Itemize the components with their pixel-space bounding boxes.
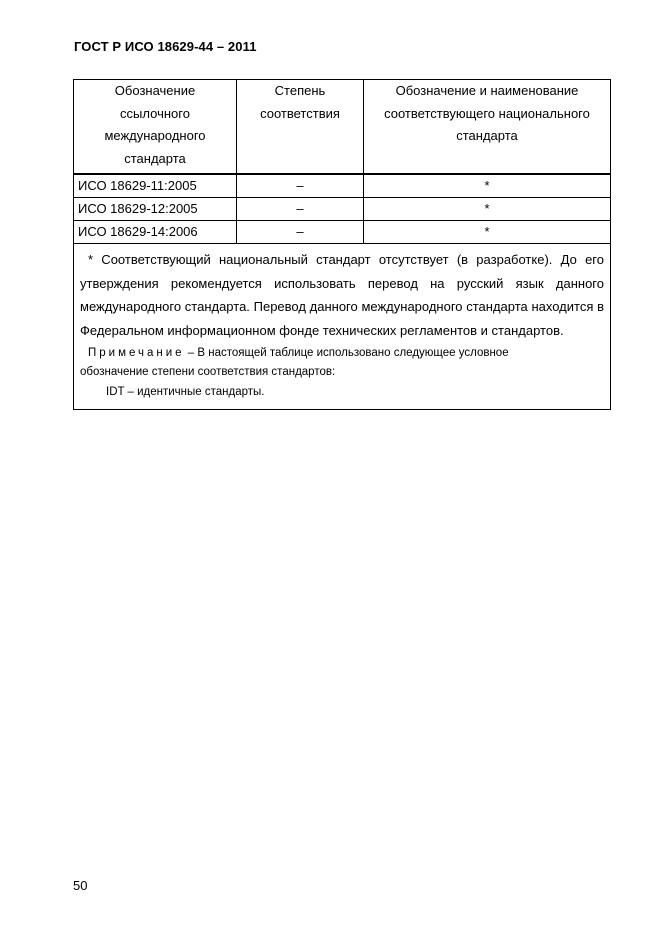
document-header: ГОСТ Р ИСО 18629-44 – 2011	[74, 39, 257, 54]
footnote-text: * Соответствующий национальный стандарт отсутствует (в разработке). До его утверждения рекомендуется использовать перевод на русский язык данного международного стандарта. Перевод данного международного стандарта находится в Федеральном информационном фонде технических регламентов и стандартов.	[80, 252, 604, 338]
row-degree: –	[237, 198, 364, 221]
header-degree	[237, 80, 364, 175]
header-national-standard	[364, 80, 611, 175]
table-footnote-row	[74, 244, 611, 410]
table-row	[74, 174, 611, 198]
header-line: стандарта	[124, 150, 186, 166]
row-code: ИСО 18629-11:2005	[74, 174, 237, 198]
row-code: ИСО 18629-14:2006	[74, 221, 237, 244]
row-degree: –	[237, 221, 364, 244]
header-line: Обозначение и наименование	[395, 83, 579, 98]
table-header-row	[74, 80, 611, 175]
header-line: ссылочного	[120, 105, 190, 121]
header-reference-standard	[74, 80, 237, 175]
note-text: – В настоящей таблице использовано следующее условное	[184, 347, 509, 359]
table-row	[74, 221, 611, 244]
reference-standards-table	[73, 79, 611, 410]
note-continuation: обозначение степени соответствия стандартов:	[80, 366, 336, 378]
row-national: *	[364, 221, 611, 244]
row-national: *	[364, 174, 611, 198]
row-national: *	[364, 198, 611, 221]
note-label: Примечание	[88, 347, 185, 359]
page-number: 50	[73, 878, 88, 893]
row-code: ИСО 18629-12:2005	[74, 198, 237, 221]
header-line: соответствия	[260, 105, 340, 121]
note-line	[80, 344, 604, 363]
note-idt: IDT – идентичные стандарты.	[106, 386, 265, 398]
header-line: Обозначение	[114, 83, 196, 98]
header-line: соответствующего национального	[384, 105, 590, 121]
row-degree: –	[237, 174, 364, 198]
header-line: стандарта	[456, 128, 518, 143]
header-line: международного	[104, 128, 206, 143]
table-row	[74, 198, 611, 221]
header-line: Степень	[274, 83, 326, 98]
footnote-cell	[74, 244, 611, 410]
